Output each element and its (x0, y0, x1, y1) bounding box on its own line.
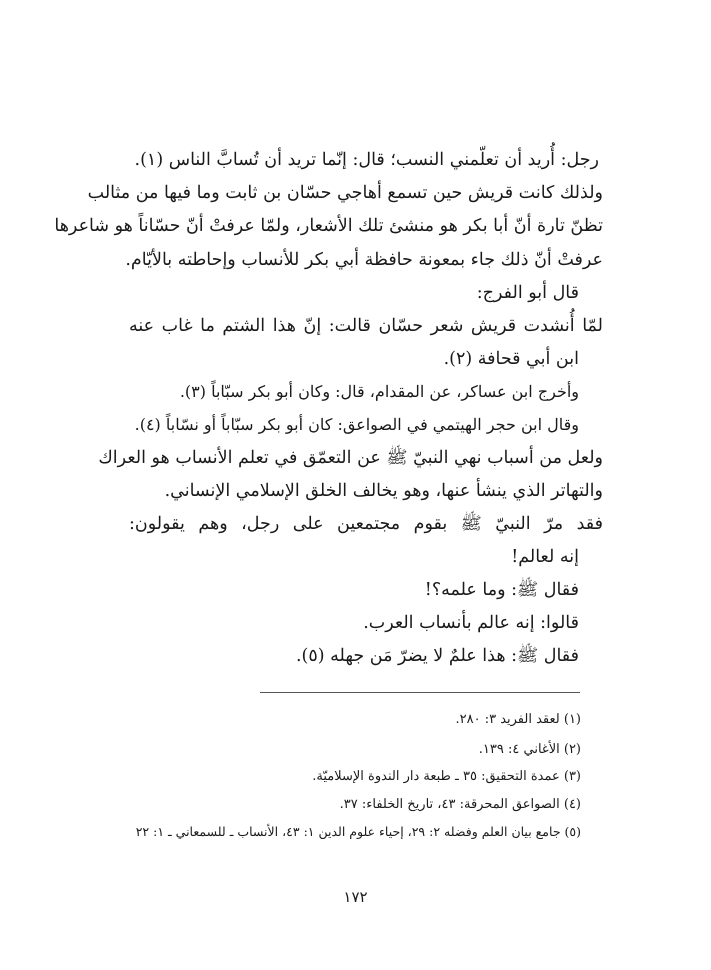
footnote: (٣) عمدة التحقيق: ٣٥ ـ طبعة دار الندوة الإسلاميّة. (312, 769, 581, 784)
body-line: تظنّ تارة أنّ أبا بكر هو منشئ تلك الأشعار، ولمّا عرفتْ أنّ حسّاناً هو شاعرها (54, 216, 603, 236)
body-line: قالوا: إنه عالم بأنساب العرب. (363, 613, 579, 633)
body-line: عرفتْ أنّ ذلك جاء بمعونة حافظة أبي بكر للأنساب وإحاطته بالأيّام. (125, 250, 603, 270)
body-line: إنه لعالم! (511, 547, 579, 567)
body-line: والتهاتر الذي ينشأ عنها، وهو يخالف الخلق الإسلامي الإنساني. (164, 481, 603, 501)
footnote: (٥) جامع بيان العلم وفضله ٢: ٢٩، إحياء علوم الدين ١: ٤٣، الأنساب ـ للسمعاني ـ ١: ٢٢ (135, 824, 581, 839)
body-line: ابن أبي قحافة (٢). (443, 349, 579, 369)
body-line: فقال ﷺ: هذا علمٌ لا يضرّ مَن جهله (٥). (295, 646, 579, 666)
footnote: (٤) الصواعق المحرقة: ٤٣، تاريخ الخلفاء: ٣٧. (339, 797, 581, 812)
footnote: (٢) الأغاني ٤: ١٣٩. (478, 742, 581, 757)
body-line: فقد مرّ النبيّ ﷺ بقوم مجتمعين على رجل، وهم يقولون: (129, 514, 603, 534)
body-line: ولذلك كانت قريش حين تسمع أهاجي حسّان بن ثابت وما فيها من مثالب (87, 183, 603, 203)
page-number: ١٧٢ (343, 888, 368, 906)
body-line: لمّا أُنشدت قريش شعر حسّان قالت: إنّ هذا الشتم ما غاب عنه (129, 316, 603, 336)
body-line: فقال ﷺ: وما علمه؟! (424, 580, 579, 600)
footnote-separator (260, 692, 580, 693)
footnote: (١) لعقد الفريد ٣: ٢٨٠. (455, 712, 581, 727)
body-line: قال أبو الفرج: (476, 283, 579, 303)
body-line: ولعل من أسباب نهي النبيّ ﷺ عن التعمّق في تعلم الأنساب هو العراك (98, 448, 603, 468)
body-line: وقال ابن حجر الهيتمي في الصواعق: كان أبو بكر سبّاباً أو نسّاباً (٤). (134, 415, 579, 434)
body-line: رجل: أُريد أن تعلّمني النسب؛ قال: إنّما تريد أن تُسابَّ الناس (١). (134, 150, 599, 170)
body-line: وأخرج ابن عساكر، عن المقدام، قال: وكان أبو بكر سبّاباً (٣). (179, 382, 579, 401)
